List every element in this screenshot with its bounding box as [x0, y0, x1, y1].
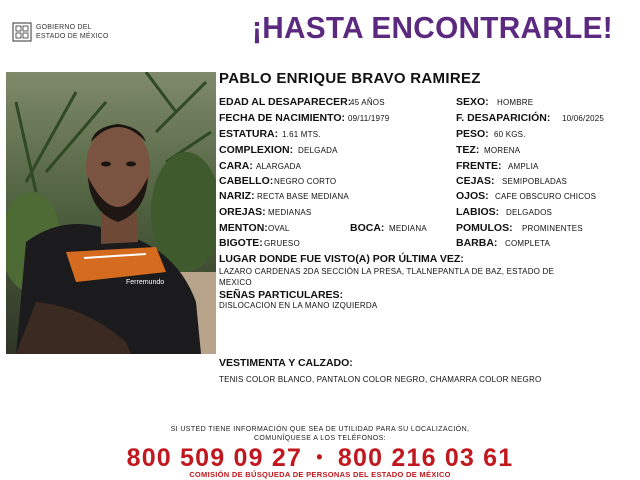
pomulos-label: POMULOS:: [456, 222, 513, 234]
frente-value: AMPLIA: [508, 162, 539, 171]
cabello-value: NEGRO CORTO: [274, 177, 337, 186]
complexion-value: DELGADA: [298, 146, 338, 155]
logo-text-line2: ESTADO DE MÉXICO: [36, 33, 109, 40]
phone-numbers: [0, 444, 640, 473]
barba-label: BARBA:: [456, 237, 498, 249]
vestimenta-label: VESTIMENTA Y CALZADO:: [219, 357, 353, 369]
cejas-label: CEJAS:: [456, 175, 495, 187]
complexion-label: COMPLEXION:: [219, 144, 294, 156]
menton-label: MENTON:: [219, 222, 268, 234]
labios-label: LABIOS:: [456, 206, 500, 218]
tez-value: MORENA: [484, 146, 521, 155]
fdes-label: F. DESAPARICIÓN:: [456, 112, 551, 124]
cara-label: CARA:: [219, 160, 253, 172]
logo-text-line1: GOBIERNO DEL: [36, 24, 92, 31]
menton-value: OVAL: [268, 224, 290, 233]
ojos-value: CAFE OBSCURO CHICOS: [495, 192, 597, 201]
footer-note-line2: COMUNÍQUESE A LOS TELÉFONOS:: [253, 435, 387, 442]
cabello-label: CABELLO:: [219, 175, 274, 187]
nariz-label: NARIZ:: [219, 190, 255, 202]
pomulos-value: PROMINENTES: [522, 224, 583, 233]
footer-note-line1: SI USTED TIENE INFORMACIÓN QUE SEA DE UTILIDAD PARA SU LOCALIZACIÓN,: [170, 426, 470, 433]
cara-value: ALARGADA: [256, 162, 302, 171]
peso-value: 60 KGS.: [494, 130, 526, 139]
estatura-label: ESTATURA:: [219, 128, 279, 140]
person-photo-illustration: [6, 72, 216, 354]
sexo-value: HOMBRE: [497, 98, 534, 107]
orejas-value: MEDIANAS: [268, 208, 312, 217]
estatura-value: 1.61 MTS.: [282, 130, 321, 139]
state-seal-icon: [12, 21, 32, 43]
edad-value: 45 AÑOS: [350, 98, 385, 107]
shirt-logo-text: Ferremundo: [126, 279, 165, 286]
phone-separator: •: [316, 447, 324, 467]
barba-value: COMPLETA: [505, 239, 551, 248]
fnac-value: 09/11/1979: [348, 114, 390, 123]
bigote-value: GRUESO: [264, 239, 300, 248]
person-name: PABLO ENRIQUE BRAVO RAMIREZ: [219, 70, 481, 87]
ojos-label: OJOS:: [456, 190, 489, 202]
edad-label: EDAD AL DESAPARECER:: [219, 96, 352, 108]
sexo-label: SEXO:: [456, 96, 489, 108]
commission-name: COMISIÓN DE BÚSQUEDA DE PERSONAS DEL ESTADO DE MÉXICO: [189, 470, 451, 479]
orejas-label: OREJAS:: [219, 206, 266, 218]
headline: ¡HASTA ENCONTRARLE!: [252, 10, 613, 45]
person-photo: [6, 72, 216, 354]
fnac-label: FECHA DE NACIMIENTO:: [219, 112, 345, 124]
last-seen-label: LUGAR DONDE FUE VISTO(A) POR ÚLTIMA VEZ:: [219, 253, 464, 265]
boca-label: BOCA:: [350, 222, 385, 234]
boca-value: MEDIANA: [389, 224, 427, 233]
phone-1[interactable]: 800 509 09 27: [126, 444, 303, 472]
senas-label: SEÑAS PARTICULARES:: [219, 289, 344, 301]
last-seen-line2: MEXICO: [219, 278, 252, 287]
peso-label: PESO:: [456, 128, 489, 140]
tez-label: TEZ:: [456, 144, 480, 156]
fdes-value: 10/06/2025: [562, 114, 605, 123]
senas-value: DISLOCACION EN LA MANO IZQUIERDA: [219, 301, 378, 310]
labios-value: DELGADOS: [506, 208, 553, 217]
phone-2[interactable]: 800 216 03 61: [337, 444, 514, 472]
government-logo: [12, 20, 122, 46]
bigote-label: BIGOTE:: [219, 237, 263, 249]
last-seen-line1: LAZARO CARDENAS 2DA SECCIÓN LA PRESA, TLALNEPANTLA DE BAZ, ESTADO DE: [219, 267, 555, 276]
nariz-value: RECTA BASE MEDIANA: [257, 192, 349, 201]
frente-label: FRENTE:: [456, 160, 502, 172]
vestimenta-value: TENIS COLOR BLANCO, PANTALON COLOR NEGRO, CHAMARRA COLOR NEGRO: [219, 375, 542, 384]
cejas-value: SEMIPOBLADAS: [502, 177, 568, 186]
